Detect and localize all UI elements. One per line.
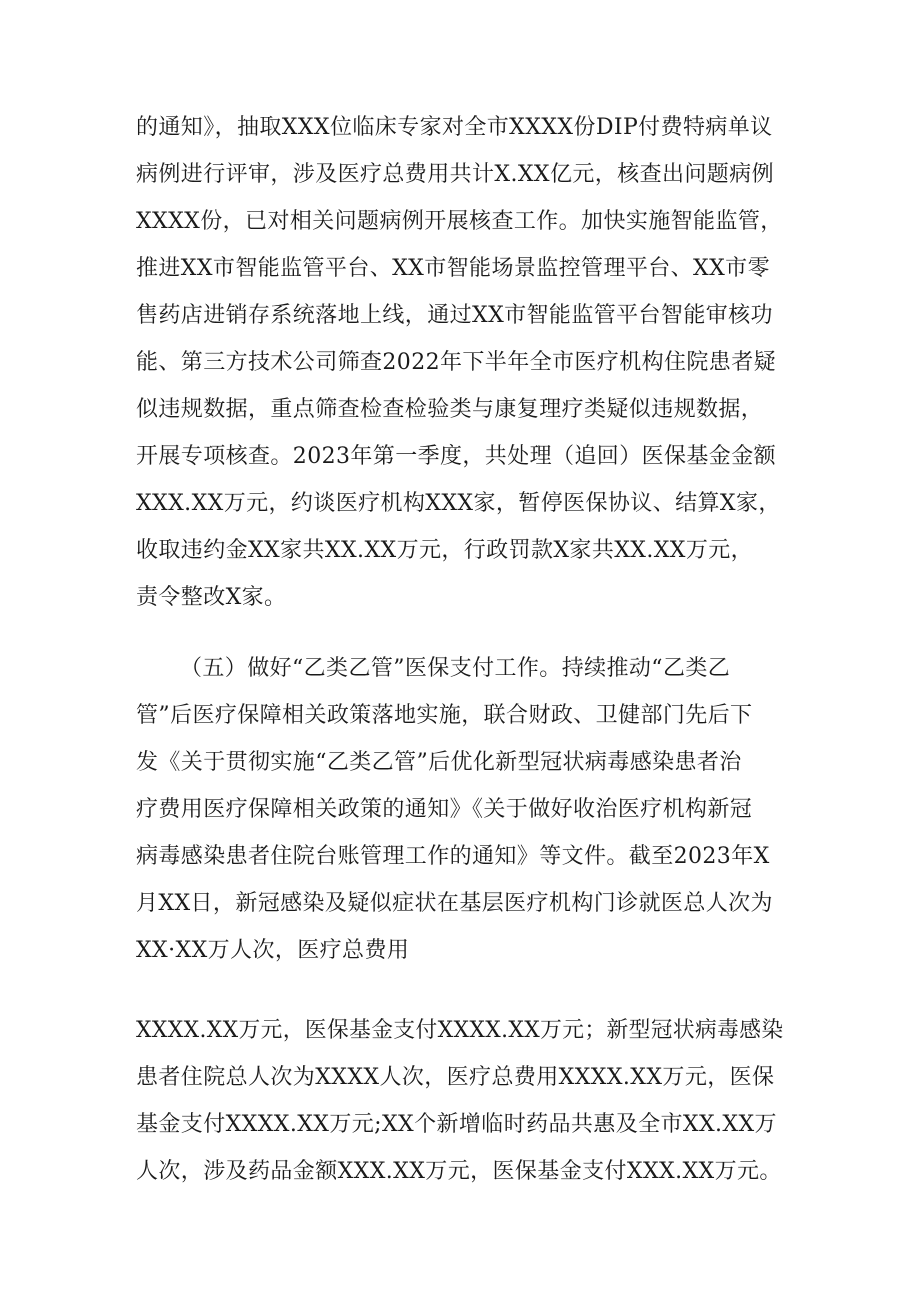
text-line: XX·XX万人次，医疗总费用 bbox=[136, 938, 410, 963]
text-line: 人次，涉及药品金额XXX.XX万元，医保基金支付XXX.XX万元。 bbox=[136, 1159, 782, 1184]
text-line: 的通知》，抽取XXX位临床专家对全市XXXX份DIP付费特病单议 bbox=[136, 115, 773, 140]
text-line: 推进XX市智能监管平台、XX市智能场景监控管理平台、XX市零 bbox=[136, 256, 770, 281]
text-line: 疗费用医疗保障相关政策的通知》《关于做好收治医疗机构新冠 bbox=[136, 797, 753, 822]
text-line: 开展专项核查。2023年第一季度，共处理（追回）医保基金金额 bbox=[136, 444, 776, 469]
text-line: 售药店进销存系统落地上线，通过XX市智能监管平台智能审核功 bbox=[136, 303, 773, 328]
text-line: 月XX日，新冠感染及疑似症状在基层医疗机构门诊就医总人次为 bbox=[136, 891, 773, 916]
text-line: 管”后医疗保障相关政策落地实施，联合财政、卫健部门先后下 bbox=[136, 703, 753, 728]
text-line: 能、第三方技术公司筛查2022年下半年全市医疗机构住院患者疑 bbox=[136, 350, 776, 375]
text-line: 似违规数据，重点筛查检查检验类与康复理疗类疑似违规数据， bbox=[136, 397, 764, 422]
text-line: XXXX.XX万元，医保基金支付XXXX.XX万元；新型冠状病毒感染 bbox=[136, 1018, 784, 1043]
text-line: （五）做好“乙类乙管”医保支付工作。持续推动“乙类乙 bbox=[180, 656, 731, 681]
text-line: 发《关于贯彻实施“乙类乙管”后优化新型冠状病毒感染患者治 bbox=[136, 750, 742, 775]
text-line: 病毒感染患者住院台账管理工作的通知》等文件。截至2023年X bbox=[136, 844, 770, 869]
text-line: 责令整改X家。 bbox=[136, 585, 287, 610]
text-line: XXXX份，已对相关问题病例开展核查工作。加快实施智能监管， bbox=[136, 209, 783, 234]
text-line: XXX.XX万元，约谈医疗机构XXX家，暂停医保协议、结算X家， bbox=[136, 491, 781, 516]
text-line: 病例进行评审，涉及医疗总费用共计X.XX亿元，核查出问题病例 bbox=[136, 162, 774, 187]
text-line: 患者住院总人次为XXXX人次，医疗总费用XXXX.XX万元，医保 bbox=[136, 1065, 775, 1090]
text-line: 收取违约金XX家共XX.XX万元，行政罚款X家共XX.XX万元， bbox=[136, 538, 754, 563]
text-line: 基金支付XXXX.XX万元;XX个新增临时药品共惠及全市XX.XX万 bbox=[136, 1112, 777, 1137]
